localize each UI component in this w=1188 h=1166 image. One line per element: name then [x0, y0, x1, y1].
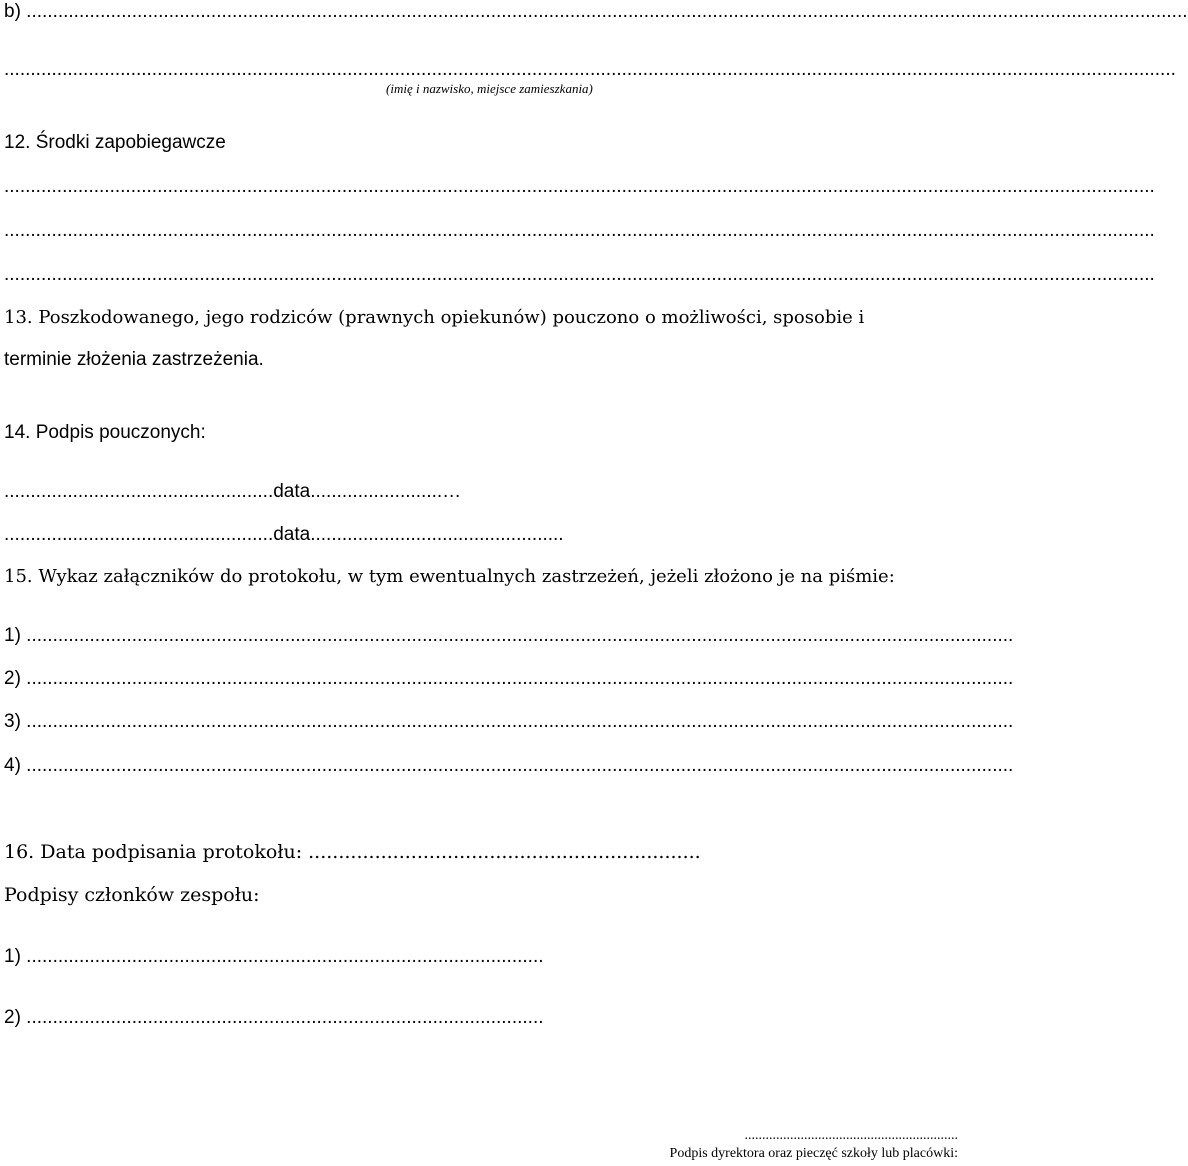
- director-signature-caption: Podpis dyrektora oraz pieczęć szkoły lub placówki:: [669, 1146, 958, 1161]
- team-member-signature-1: 1) ..................................................................................................: [4, 946, 544, 967]
- director-signature-line: .............................................................: [744, 1128, 958, 1143]
- section-16-title: 16. Data podpisania protokołu: .................................................................: [4, 841, 701, 863]
- attachment-item-4: 4) ...........................................................................................................................................................................................: [4, 755, 1014, 776]
- section-12-line-3: ..........................................................................................................................................................................................................................: [4, 264, 1155, 285]
- section-12-line-2: ..........................................................................................................................................................................................................................: [4, 220, 1155, 241]
- section-14-title: 14. Podpis pouczonych:: [4, 422, 206, 443]
- section-13-line-2: terminie złożenia zastrzeżenia.: [4, 349, 264, 370]
- section-12-title: 12. Środki zapobiegawcze: [4, 132, 226, 153]
- section-12-line-1: ..........................................................................................................................................................................................................................: [4, 176, 1155, 197]
- section-15-title: 15. Wykaz załączników do protokołu, w tym ewentualnych zastrzeżeń, jeżeli złożono je na piśmie:: [4, 566, 895, 587]
- section-14-signature-line-1: ...................................................data.........................…: [4, 481, 462, 502]
- section-b-continuation-line: ..............................................................................................................................................................................................................................: [4, 59, 1176, 80]
- team-member-signature-2: 2) ..................................................................................................: [4, 1007, 544, 1028]
- section-13-line-1: 13. Poszkodowanego, jego rodziców (prawnych opiekunów) pouczono o możliwości, sposobie i: [4, 307, 865, 328]
- section-14-signature-line-2: ...................................................data................................................: [4, 524, 564, 545]
- section-b-caption: (imię i nazwisko, miejsce zamieszkania): [386, 81, 593, 96]
- team-signatures-label: Podpisy członków zespołu:: [4, 884, 260, 906]
- attachment-item-1: 1) ...........................................................................................................................................................................................: [4, 625, 1014, 646]
- attachment-item-2: 2) ...........................................................................................................................................................................................: [4, 668, 1014, 689]
- section-b-line: b) ............................................................................................................................................................................................................................: [4, 1, 1188, 22]
- attachment-item-3: 3) ...........................................................................................................................................................................................: [4, 711, 1014, 732]
